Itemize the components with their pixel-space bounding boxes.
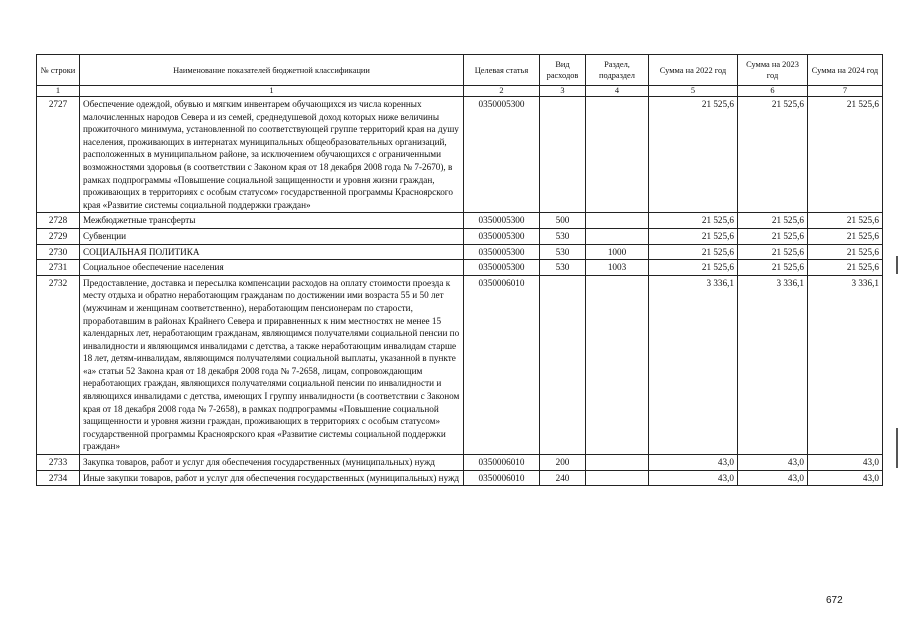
sum-2022: 21 525,6 — [649, 228, 738, 244]
header-section: Раздел, подраздел — [586, 55, 649, 86]
budget-table — [36, 54, 883, 486]
expense-kind — [540, 97, 586, 213]
table-row — [37, 455, 883, 471]
indicator-name: Предоставление, доставка и пересылка компенсации расходов на оплату стоимости проезда к месту отдыха и обратно неработающим гражданам по достижении ими возраста 55 и 50 лет (мужчинам и женщинам соответственно), неработающим пенсионерам по старости, проработавшим в районах Крайнего Севера и приравненных к ним местностях не менее 15 календарных лет, неработающим гражданам, являющимся получателями социальной пенсии по инвалидности и являющимся инвалидами с детства, а также неработающим инвалидам старше 18 лет, детям-инвалидам, являющимся получателями социальной выплаты, указанной в пункте «а» статьи 52 Закона края от 18 декабря 2008 года № 7-2658, лицам, сопровождающим неработающих граждан, являющихся получателями социальной пенсии по инвалидности и являющихся инвалидами с детства, имеющих I группу инвалидности (в соответствии с Законом края от 18 декабря 2008 года № 7-2658), в рамках подпрограммы «Повышение социальной защищенности и уровня жизни граждан, проживающих в территориях с особым статусом» государственной программы Красноярского края «Развитие системы социальной поддержки граждан» — [80, 275, 464, 454]
target-article: 0350005300 — [464, 244, 540, 260]
header-sum-2024: Сумма на 2024 год — [808, 55, 883, 86]
column-number: 1 — [37, 86, 80, 97]
sum-2023: 21 525,6 — [738, 97, 808, 213]
expense-kind: 530 — [540, 260, 586, 276]
table-row — [37, 260, 883, 276]
column-number: 7 — [808, 86, 883, 97]
table-row — [37, 244, 883, 260]
indicator-name: Субвенции — [80, 228, 464, 244]
sum-2023: 3 336,1 — [738, 275, 808, 454]
target-article: 0350005300 — [464, 97, 540, 213]
target-article: 0350005300 — [464, 260, 540, 276]
section-subsection: 1003 — [586, 260, 649, 276]
indicator-name: СОЦИАЛЬНАЯ ПОЛИТИКА — [80, 244, 464, 260]
column-number: 5 — [649, 86, 738, 97]
section-subsection — [586, 213, 649, 229]
sum-2023: 21 525,6 — [738, 260, 808, 276]
section-subsection — [586, 275, 649, 454]
page-number: 672 — [826, 595, 843, 606]
expense-kind: 500 — [540, 213, 586, 229]
expense-kind: 200 — [540, 455, 586, 471]
indicator-name: Социальное обеспечение населения — [80, 260, 464, 276]
indicator-name: Межбюджетные трансферты — [80, 213, 464, 229]
sum-2023: 43,0 — [738, 470, 808, 486]
scan-edge-mark — [896, 428, 898, 468]
sum-2022: 21 525,6 — [649, 260, 738, 276]
sum-2024: 3 336,1 — [808, 275, 883, 454]
section-subsection — [586, 228, 649, 244]
sum-2022: 43,0 — [649, 455, 738, 471]
indicator-name: Закупка товаров, работ и услуг для обеспечения государственных (муниципальных) нужд — [80, 455, 464, 471]
sum-2022: 21 525,6 — [649, 97, 738, 213]
indicator-name: Обеспечение одеждой, обувью и мягким инвентарем обучающихся из числа коренных малочисленных народов Севера и из семей, среднедушевой доход которых ниже величины прожиточного минимума, установленной по соответствующей группе территорий края на душу населения, проживающих в интернатах муниципальных общеобразовательных организаций, расположенных в муниципальном районе, за исключением обучающихся с ограниченными возможностями здоровья (в соответствии с Законом края от 18 декабря 2008 года № 7-2670), в рамках подпрограммы «Повышение социальной защищенности и уровня жизни граждан, проживающих в территориях с особым статусом» государственной программы Красноярского края «Развитие системы социальной поддержки граждан» — [80, 97, 464, 213]
header-sum-2023: Сумма на 2023 год — [738, 55, 808, 86]
target-article: 0350005300 — [464, 228, 540, 244]
column-number: 6 — [738, 86, 808, 97]
target-article: 0350006010 — [464, 275, 540, 454]
sum-2024: 43,0 — [808, 470, 883, 486]
header-row — [37, 55, 883, 86]
header-sum-2022: Сумма на 2022 год — [649, 55, 738, 86]
sum-2022: 21 525,6 — [649, 213, 738, 229]
table-row — [37, 275, 883, 454]
sum-2022: 43,0 — [649, 470, 738, 486]
expense-kind — [540, 275, 586, 454]
header-target: Целевая статья — [464, 55, 540, 86]
scan-edge-mark — [896, 256, 898, 274]
column-number: 4 — [586, 86, 649, 97]
section-subsection — [586, 470, 649, 486]
column-number: 1 — [80, 86, 464, 97]
sum-2024: 21 525,6 — [808, 213, 883, 229]
sum-2024: 21 525,6 — [808, 260, 883, 276]
table-row — [37, 470, 883, 486]
sum-2024: 43,0 — [808, 455, 883, 471]
row-number: 2729 — [37, 228, 80, 244]
column-number: 3 — [540, 86, 586, 97]
table-row — [37, 213, 883, 229]
sum-2024: 21 525,6 — [808, 97, 883, 213]
sum-2023: 21 525,6 — [738, 244, 808, 260]
table-row — [37, 228, 883, 244]
sum-2022: 21 525,6 — [649, 244, 738, 260]
table-row — [37, 97, 883, 213]
row-number: 2732 — [37, 275, 80, 454]
sum-2023: 21 525,6 — [738, 228, 808, 244]
sum-2024: 21 525,6 — [808, 228, 883, 244]
section-subsection: 1000 — [586, 244, 649, 260]
column-numbers-row — [37, 86, 883, 97]
target-article: 0350006010 — [464, 455, 540, 471]
row-number: 2734 — [37, 470, 80, 486]
row-number: 2727 — [37, 97, 80, 213]
header-kind: Вид расходов — [540, 55, 586, 86]
sum-2023: 43,0 — [738, 455, 808, 471]
row-number: 2733 — [37, 455, 80, 471]
row-number: 2728 — [37, 213, 80, 229]
column-number: 2 — [464, 86, 540, 97]
expense-kind: 240 — [540, 470, 586, 486]
target-article: 0350006010 — [464, 470, 540, 486]
row-number: 2730 — [37, 244, 80, 260]
header-row-no: № строки — [37, 55, 80, 86]
expense-kind: 530 — [540, 228, 586, 244]
header-name: Наименование показателей бюджетной классификации — [80, 55, 464, 86]
sum-2022: 3 336,1 — [649, 275, 738, 454]
sum-2023: 21 525,6 — [738, 213, 808, 229]
section-subsection — [586, 455, 649, 471]
section-subsection — [586, 97, 649, 213]
expense-kind: 530 — [540, 244, 586, 260]
row-number: 2731 — [37, 260, 80, 276]
sum-2024: 21 525,6 — [808, 244, 883, 260]
indicator-name: Иные закупки товаров, работ и услуг для обеспечения государственных (муниципальных) нужд — [80, 470, 464, 486]
target-article: 0350005300 — [464, 213, 540, 229]
